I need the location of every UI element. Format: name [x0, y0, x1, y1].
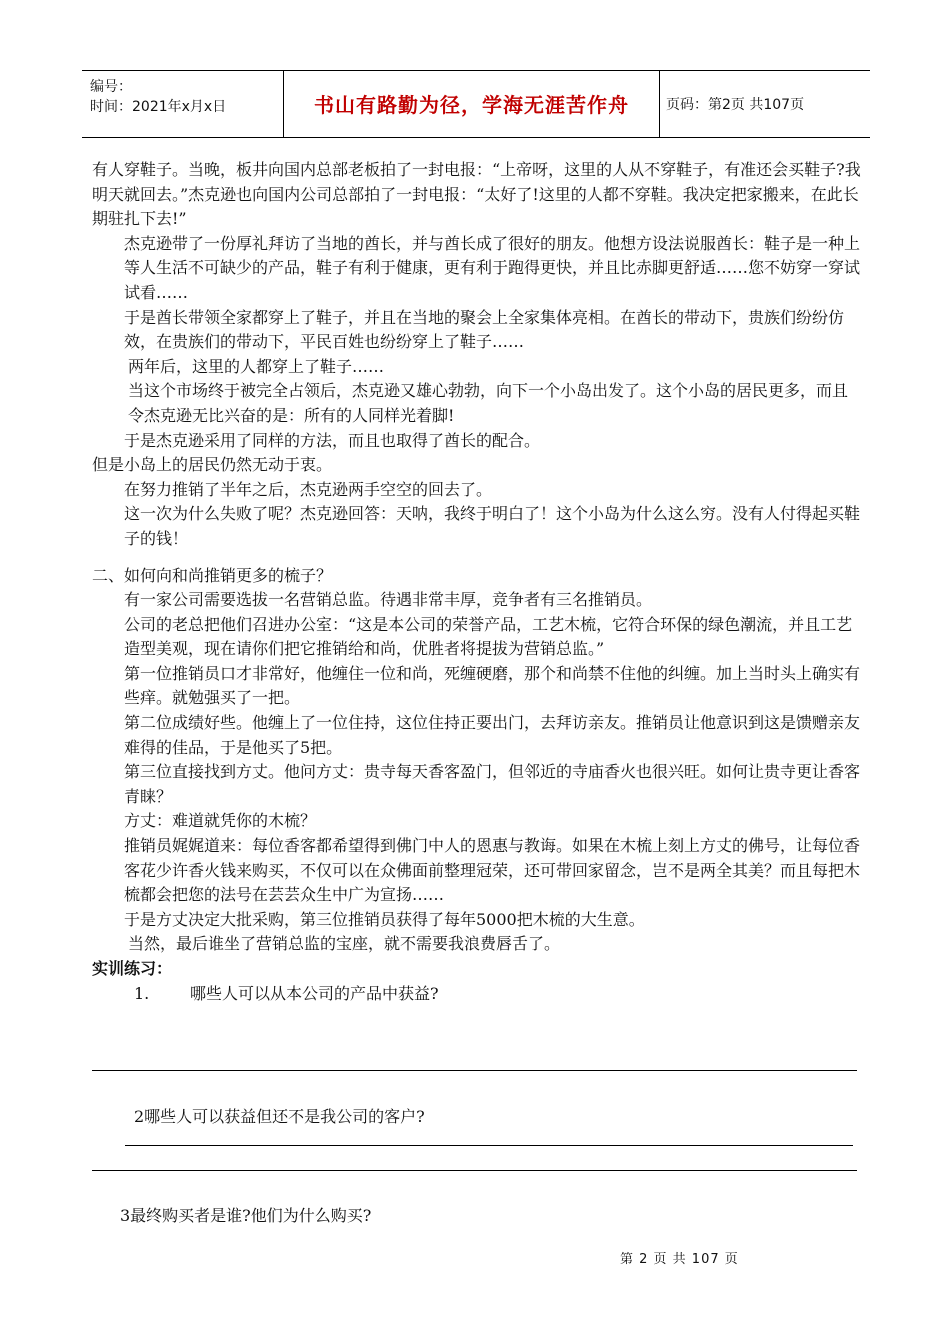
doc-code-label: 编号： — [90, 79, 132, 95]
paragraph: 在努力推销了半年之后，杰克逊两手空空的回去了。 — [124, 479, 493, 499]
paragraph: 杰克逊带了一份厚礼拜访了当地的酋长，并与酋长成了很好的朋友。他想方设法说服酋长：鞋子是一种上等人生活不可缺少的产品，鞋子有利于健康，更有利于跑得更快，并且比赤脚更舒适……您不妨穿一穿试试看…… — [124, 233, 861, 302]
paragraph: 当这个市场终于被完全占领后，杰克逊又雄心勃勃，向下一个小岛出发了。这个小岛的居民更多，而且令杰克逊无比兴奋的是：所有的人同样光着脚! — [128, 381, 849, 425]
paragraph-list — [92, 158, 862, 957]
paragraph: 于是杰克逊采用了同样的方法，而且也取得了酋长的配合。 — [124, 430, 541, 450]
doc-time-label: 时间：2021年x月x日 — [90, 99, 227, 115]
document-body — [92, 158, 862, 1006]
paragraph: 第一位推销员口才非常好，他缠住一位和尚，死缠硬磨，那个和尚禁不住他的纠缠。加上当时头上确实有些痒。就勉强买了一把。 — [124, 663, 861, 708]
practice-question-2: 2哪些人可以获益但还不是我公司的客户? — [134, 1107, 425, 1126]
paragraph-gap — [92, 552, 862, 564]
answer-line-2b — [92, 1170, 857, 1171]
paragraph: 二、如何向和尚推销更多的梳子？ — [92, 565, 333, 585]
paragraph: 有一家公司需要选拔一名营销总监。待遇非常丰厚，竞争者有三名推销员。 — [124, 590, 653, 610]
page-footer: 第 2 页 共 107 页 — [620, 1252, 739, 1267]
paragraph: 有人穿鞋子。当晚，板井向国内总部老板拍了一封电报：“上帝呀，这里的人从不穿鞋子，有准还会买鞋子?我明天就回去。”杰克逊也向国内公司总部拍了一封电报：“太好了!这里的人都不穿鞋。我决定把家搬来，在此长期驻扎下去!” — [92, 160, 861, 229]
paragraph: 于是方丈决定大批采购，第三位推销员获得了每年5000把木梳的大生意。 — [124, 909, 645, 929]
answer-line-1 — [92, 1070, 857, 1071]
page-header — [82, 70, 870, 138]
paragraph: 推销员娓娓道来：每位香客都希望得到佛门中人的恩惠与教诲。如果在木梳上刻上方丈的佛号，让每位香客花少许香火钱来购买，不仅可以在众佛面前整理冠荣，还可带回家留念，岂不是两全其美？而且每把木梳都会把您的法号在芸芸众生中广为宣扬…… — [124, 836, 861, 905]
paragraph: 第三位直接找到方丈。他问方丈：贵寺每天香客盈门，但邻近的寺庙香火也很兴旺。如何让贵寺更让香客青睐？ — [124, 762, 861, 806]
paragraph: 第二位成绩好些。他缠上了一位住持，这位住持正要出门，去拜访亲友。推销员让他意识到这是馈赠亲友难得的佳品，于是他买了5把。 — [124, 713, 861, 757]
question-1-number: 1. — [134, 983, 150, 1003]
header-page-cell — [660, 71, 870, 137]
question-1-text: 哪些人可以从本公司的产品中获益? — [190, 983, 439, 1003]
paragraph: 方丈：难道就凭你的木梳？ — [124, 811, 317, 831]
answer-line-2a — [125, 1145, 853, 1146]
paragraph: 当然，最后谁坐了营销总监的宝座，就不需要我浪费唇舌了。 — [128, 934, 561, 954]
paragraph: 这一次为什么失败了呢？杰克逊回答：天呐，我终于明白了！这个小岛为什么这么穷。没有人付得起买鞋子的钱！ — [124, 504, 861, 548]
paragraph: 两年后，这里的人都穿上了鞋子…… — [128, 356, 385, 376]
practice-question-1 — [92, 982, 862, 1007]
header-meta-cell — [82, 71, 282, 137]
header-motto: 书山有路勤为径，学海无涯苦作舟 — [314, 93, 629, 117]
practice-question-3: 3最终购买者是谁?他们为什么购买? — [120, 1206, 372, 1225]
practice-title: 实训练习： — [92, 959, 173, 978]
header-motto-cell — [283, 71, 660, 137]
header-page-info: 页码：第2页 共107页 — [666, 97, 805, 113]
paragraph: 于是酋长带领全家都穿上了鞋子，并且在当地的聚会上全家集体亮相。在酋长的带动下，贵族们纷纷仿效，在贵族们的带动下，平民百姓也纷纷穿上了鞋子…… — [124, 307, 845, 352]
paragraph: 但是小岛上的居民仍然无动于衷。 — [92, 455, 333, 475]
paragraph: 公司的老总把他们召进办公室：“这是本公司的荣誉产品，工艺木梳，它符合环保的绿色潮流，并且工艺造型美观，现在请你们把它推销给和尚，优胜者将提拔为营销总监。” — [124, 614, 853, 659]
